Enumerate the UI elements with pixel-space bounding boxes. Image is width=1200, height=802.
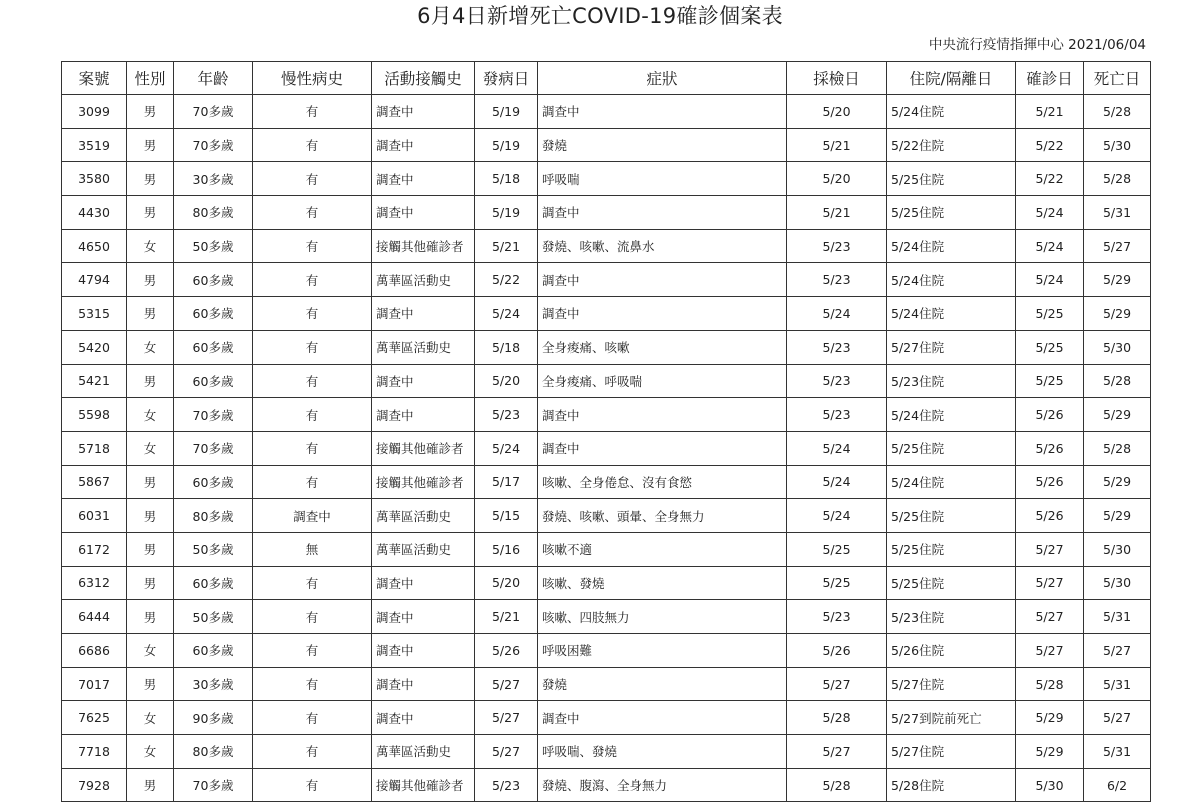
cell-hospitalization: 5/27住院	[887, 667, 1016, 701]
cell-age: 70多歲	[174, 398, 253, 432]
cell-case-number: 5718	[62, 431, 127, 465]
cell-hospitalization: 5/22住院	[887, 128, 1016, 162]
cell-case-number: 3580	[62, 162, 127, 196]
cell-confirm-date: 5/21	[1016, 95, 1084, 129]
cell-case-number: 5867	[62, 465, 127, 499]
cell-symptoms: 調查中	[538, 263, 787, 297]
cell-symptoms: 調查中	[538, 196, 787, 230]
cell-chronic-history: 有	[253, 128, 372, 162]
cell-chronic-history: 有	[253, 431, 372, 465]
cell-hospitalization: 5/24住院	[887, 465, 1016, 499]
cell-test-date: 5/23	[787, 229, 887, 263]
cell-case-number: 6312	[62, 566, 127, 600]
cell-onset-date: 5/27	[475, 735, 538, 769]
cell-chronic-history: 有	[253, 398, 372, 432]
table-row	[62, 532, 1151, 566]
cell-test-date: 5/25	[787, 532, 887, 566]
cell-hospitalization: 5/24住院	[887, 263, 1016, 297]
cell-death-date: 5/28	[1084, 431, 1151, 465]
cell-age: 60多歲	[174, 330, 253, 364]
cell-symptoms: 全身痠痛、咳嗽	[538, 330, 787, 364]
cell-onset-date: 5/17	[475, 465, 538, 499]
cell-death-date: 5/27	[1084, 634, 1151, 668]
cell-symptoms: 發燒、咳嗽、頭暈、全身無力	[538, 499, 787, 533]
cell-test-date: 5/23	[787, 364, 887, 398]
cell-gender: 男	[127, 667, 174, 701]
table-row	[62, 162, 1151, 196]
cell-onset-date: 5/18	[475, 330, 538, 364]
cell-death-date: 5/29	[1084, 499, 1151, 533]
cell-age: 60多歲	[174, 297, 253, 331]
page-title: 6月4日新增死亡COVID-19確診個案表	[417, 4, 783, 28]
cell-age: 30多歲	[174, 162, 253, 196]
cell-contact-history: 接觸其他確診者	[372, 465, 475, 499]
cell-chronic-history: 有	[253, 634, 372, 668]
cell-confirm-date: 5/22	[1016, 128, 1084, 162]
cell-hospitalization: 5/25住院	[887, 532, 1016, 566]
cell-hospitalization: 5/24住院	[887, 297, 1016, 331]
cell-contact-history: 接觸其他確診者	[372, 229, 475, 263]
cell-death-date: 5/31	[1084, 735, 1151, 769]
cell-onset-date: 5/24	[475, 431, 538, 465]
cell-death-date: 5/28	[1084, 162, 1151, 196]
case-table	[61, 61, 1151, 802]
cell-contact-history: 調查中	[372, 701, 475, 735]
cell-onset-date: 5/20	[475, 566, 538, 600]
cell-test-date: 5/24	[787, 297, 887, 331]
cell-gender: 男	[127, 768, 174, 802]
cell-confirm-date: 5/25	[1016, 297, 1084, 331]
cell-case-number: 3519	[62, 128, 127, 162]
cell-death-date: 6/2	[1084, 768, 1151, 802]
cell-contact-history: 調查中	[372, 364, 475, 398]
cell-chronic-history: 有	[253, 735, 372, 769]
table-row	[62, 499, 1151, 533]
cell-hospitalization: 5/27住院	[887, 330, 1016, 364]
cell-test-date: 5/26	[787, 634, 887, 668]
cell-contact-history: 萬華區活動史	[372, 735, 475, 769]
cell-case-number: 5598	[62, 398, 127, 432]
cell-age: 60多歲	[174, 634, 253, 668]
cell-confirm-date: 5/24	[1016, 196, 1084, 230]
cell-chronic-history: 有	[253, 196, 372, 230]
cell-age: 80多歲	[174, 499, 253, 533]
cell-symptoms: 咳嗽不適	[538, 532, 787, 566]
cell-case-number: 6686	[62, 634, 127, 668]
cell-confirm-date: 5/26	[1016, 465, 1084, 499]
cell-age: 60多歲	[174, 263, 253, 297]
cell-confirm-date: 5/22	[1016, 162, 1084, 196]
cell-onset-date: 5/26	[475, 634, 538, 668]
cell-test-date: 5/23	[787, 263, 887, 297]
cell-chronic-history: 有	[253, 263, 372, 297]
cell-symptoms: 發燒、腹瀉、全身無力	[538, 768, 787, 802]
cell-contact-history: 調查中	[372, 398, 475, 432]
cell-death-date: 5/30	[1084, 128, 1151, 162]
column-header-contact-history: 活動接觸史	[372, 62, 475, 95]
cell-test-date: 5/24	[787, 465, 887, 499]
cell-gender: 男	[127, 297, 174, 331]
cell-death-date: 5/30	[1084, 566, 1151, 600]
cell-test-date: 5/20	[787, 95, 887, 129]
column-header-test-date: 採檢日	[787, 62, 887, 95]
cell-symptoms: 發燒	[538, 667, 787, 701]
table-row	[62, 735, 1151, 769]
cell-case-number: 5421	[62, 364, 127, 398]
cell-contact-history: 調查中	[372, 196, 475, 230]
cell-death-date: 5/27	[1084, 701, 1151, 735]
cell-gender: 女	[127, 229, 174, 263]
cell-chronic-history: 有	[253, 162, 372, 196]
cell-confirm-date: 5/26	[1016, 499, 1084, 533]
cell-confirm-date: 5/28	[1016, 667, 1084, 701]
cell-symptoms: 咳嗽、全身倦怠、沒有食慾	[538, 465, 787, 499]
cell-age: 60多歲	[174, 465, 253, 499]
cell-gender: 男	[127, 263, 174, 297]
cell-gender: 女	[127, 634, 174, 668]
cell-hospitalization: 5/23住院	[887, 364, 1016, 398]
cell-contact-history: 萬華區活動史	[372, 263, 475, 297]
cell-death-date: 5/31	[1084, 667, 1151, 701]
cell-onset-date: 5/19	[475, 196, 538, 230]
cell-death-date: 5/27	[1084, 229, 1151, 263]
cell-case-number: 7718	[62, 735, 127, 769]
cell-onset-date: 5/20	[475, 364, 538, 398]
cell-gender: 女	[127, 431, 174, 465]
cell-age: 70多歲	[174, 431, 253, 465]
cell-hospitalization: 5/24住院	[887, 95, 1016, 129]
cell-death-date: 5/28	[1084, 95, 1151, 129]
cell-contact-history: 調查中	[372, 128, 475, 162]
cell-hospitalization: 5/25住院	[887, 196, 1016, 230]
cell-death-date: 5/29	[1084, 398, 1151, 432]
cell-death-date: 5/30	[1084, 532, 1151, 566]
cell-gender: 男	[127, 532, 174, 566]
cell-confirm-date: 5/24	[1016, 263, 1084, 297]
cell-hospitalization: 5/26住院	[887, 634, 1016, 668]
cell-onset-date: 5/23	[475, 768, 538, 802]
cell-age: 80多歲	[174, 735, 253, 769]
cell-hospitalization: 5/25住院	[887, 499, 1016, 533]
table-row	[62, 768, 1151, 802]
cell-contact-history: 調查中	[372, 297, 475, 331]
column-header-age: 年齡	[174, 62, 253, 95]
cell-hospitalization: 5/25住院	[887, 162, 1016, 196]
cell-gender: 女	[127, 701, 174, 735]
cell-case-number: 5315	[62, 297, 127, 331]
cell-case-number: 7928	[62, 768, 127, 802]
column-header-death-date: 死亡日	[1084, 62, 1151, 95]
cell-test-date: 5/23	[787, 330, 887, 364]
cell-chronic-history: 有	[253, 600, 372, 634]
cell-chronic-history: 有	[253, 330, 372, 364]
cell-case-number: 3099	[62, 95, 127, 129]
column-header-gender: 性別	[127, 62, 174, 95]
cell-test-date: 5/23	[787, 600, 887, 634]
cell-symptoms: 調查中	[538, 701, 787, 735]
cell-onset-date: 5/23	[475, 398, 538, 432]
cell-test-date: 5/23	[787, 398, 887, 432]
cell-case-number: 4650	[62, 229, 127, 263]
cell-age: 70多歲	[174, 95, 253, 129]
cell-chronic-history: 無	[253, 532, 372, 566]
cell-case-number: 6444	[62, 600, 127, 634]
cell-test-date: 5/24	[787, 499, 887, 533]
cell-gender: 男	[127, 196, 174, 230]
cell-case-number: 5420	[62, 330, 127, 364]
cell-gender: 男	[127, 95, 174, 129]
cell-confirm-date: 5/27	[1016, 566, 1084, 600]
cell-contact-history: 調查中	[372, 162, 475, 196]
cell-chronic-history: 有	[253, 768, 372, 802]
cell-contact-history: 調查中	[372, 95, 475, 129]
cell-chronic-history: 有	[253, 465, 372, 499]
cell-case-number: 6172	[62, 532, 127, 566]
cell-symptoms: 咳嗽、發燒	[538, 566, 787, 600]
cell-symptoms: 呼吸喘	[538, 162, 787, 196]
cell-hospitalization: 5/27住院	[887, 735, 1016, 769]
cell-chronic-history: 有	[253, 229, 372, 263]
cell-hospitalization: 5/25住院	[887, 431, 1016, 465]
cell-confirm-date: 5/29	[1016, 735, 1084, 769]
cell-onset-date: 5/18	[475, 162, 538, 196]
cell-contact-history: 萬華區活動史	[372, 532, 475, 566]
cell-confirm-date: 5/24	[1016, 229, 1084, 263]
table-row	[62, 431, 1151, 465]
cell-case-number: 6031	[62, 499, 127, 533]
cell-chronic-history: 有	[253, 701, 372, 735]
cell-symptoms: 調查中	[538, 398, 787, 432]
cell-gender: 男	[127, 499, 174, 533]
table-row	[62, 566, 1151, 600]
cell-gender: 女	[127, 330, 174, 364]
cell-gender: 男	[127, 364, 174, 398]
column-header-hospitalization: 住院/隔離日	[887, 62, 1016, 95]
table-row	[62, 297, 1151, 331]
cell-confirm-date: 5/27	[1016, 600, 1084, 634]
table-row	[62, 263, 1151, 297]
cell-test-date: 5/21	[787, 196, 887, 230]
cell-gender: 男	[127, 162, 174, 196]
cell-hospitalization: 5/24住院	[887, 229, 1016, 263]
cell-chronic-history: 調查中	[253, 499, 372, 533]
table-row	[62, 465, 1151, 499]
cell-symptoms: 調查中	[538, 95, 787, 129]
cell-onset-date: 5/19	[475, 128, 538, 162]
column-header-symptoms: 症狀	[538, 62, 787, 95]
cell-confirm-date: 5/30	[1016, 768, 1084, 802]
cell-age: 90多歲	[174, 701, 253, 735]
column-header-onset-date: 發病日	[475, 62, 538, 95]
header-row	[62, 62, 1151, 95]
cell-chronic-history: 有	[253, 364, 372, 398]
cell-case-number: 4430	[62, 196, 127, 230]
cell-test-date: 5/20	[787, 162, 887, 196]
cell-chronic-history: 有	[253, 667, 372, 701]
cell-death-date: 5/29	[1084, 263, 1151, 297]
cell-contact-history: 調查中	[372, 600, 475, 634]
cell-symptoms: 咳嗽、四肢無力	[538, 600, 787, 634]
cell-test-date: 5/27	[787, 735, 887, 769]
cell-age: 60多歲	[174, 566, 253, 600]
table-row	[62, 634, 1151, 668]
column-header-chronic-history: 慢性病史	[253, 62, 372, 95]
cell-onset-date: 5/21	[475, 600, 538, 634]
cell-age: 70多歲	[174, 768, 253, 802]
cell-contact-history: 萬華區活動史	[372, 499, 475, 533]
cell-onset-date: 5/27	[475, 701, 538, 735]
table-body	[62, 95, 1151, 802]
cell-symptoms: 調查中	[538, 297, 787, 331]
table-row	[62, 196, 1151, 230]
column-header-case-number: 案號	[62, 62, 127, 95]
cell-death-date: 5/31	[1084, 196, 1151, 230]
cell-death-date: 5/28	[1084, 364, 1151, 398]
cell-death-date: 5/31	[1084, 600, 1151, 634]
cell-confirm-date: 5/25	[1016, 330, 1084, 364]
cell-test-date: 5/21	[787, 128, 887, 162]
cell-case-number: 7625	[62, 701, 127, 735]
cell-symptoms: 呼吸困難	[538, 634, 787, 668]
cell-test-date: 5/25	[787, 566, 887, 600]
cell-onset-date: 5/21	[475, 229, 538, 263]
cell-symptoms: 發燒、咳嗽、流鼻水	[538, 229, 787, 263]
cell-onset-date: 5/22	[475, 263, 538, 297]
cell-confirm-date: 5/29	[1016, 701, 1084, 735]
cell-gender: 女	[127, 398, 174, 432]
agency-date: 中央流行疫情指揮中心 2021/06/04	[928, 37, 1146, 53]
cell-case-number: 7017	[62, 667, 127, 701]
cell-chronic-history: 有	[253, 95, 372, 129]
cell-gender: 男	[127, 465, 174, 499]
cell-gender: 男	[127, 128, 174, 162]
cell-gender: 男	[127, 600, 174, 634]
table-row	[62, 128, 1151, 162]
cell-age: 50多歲	[174, 532, 253, 566]
cell-symptoms: 全身痠痛、呼吸喘	[538, 364, 787, 398]
cell-hospitalization: 5/28住院	[887, 768, 1016, 802]
cell-chronic-history: 有	[253, 297, 372, 331]
table-row	[62, 330, 1151, 364]
cell-onset-date: 5/27	[475, 667, 538, 701]
cell-age: 80多歲	[174, 196, 253, 230]
table-row	[62, 667, 1151, 701]
cell-age: 50多歲	[174, 600, 253, 634]
cell-case-number: 4794	[62, 263, 127, 297]
cell-contact-history: 接觸其他確診者	[372, 768, 475, 802]
cell-contact-history: 調查中	[372, 634, 475, 668]
cell-age: 30多歲	[174, 667, 253, 701]
cell-contact-history: 接觸其他確診者	[372, 431, 475, 465]
cell-confirm-date: 5/26	[1016, 398, 1084, 432]
table-row	[62, 398, 1151, 432]
cell-contact-history: 萬華區活動史	[372, 330, 475, 364]
cell-contact-history: 調查中	[372, 566, 475, 600]
cell-confirm-date: 5/27	[1016, 532, 1084, 566]
cell-symptoms: 發燒	[538, 128, 787, 162]
cell-confirm-date: 5/27	[1016, 634, 1084, 668]
table-row	[62, 701, 1151, 735]
table-row	[62, 95, 1151, 129]
table-row	[62, 229, 1151, 263]
cell-test-date: 5/24	[787, 431, 887, 465]
cell-confirm-date: 5/25	[1016, 364, 1084, 398]
cell-hospitalization: 5/27到院前死亡	[887, 701, 1016, 735]
cell-symptoms: 調查中	[538, 431, 787, 465]
cell-hospitalization: 5/25住院	[887, 566, 1016, 600]
cell-gender: 男	[127, 566, 174, 600]
cell-contact-history: 調查中	[372, 667, 475, 701]
cell-confirm-date: 5/26	[1016, 431, 1084, 465]
cell-age: 60多歲	[174, 364, 253, 398]
table-header	[62, 62, 1151, 95]
cell-onset-date: 5/19	[475, 95, 538, 129]
cell-death-date: 5/30	[1084, 330, 1151, 364]
cell-age: 50多歲	[174, 229, 253, 263]
column-header-confirm-date: 確診日	[1016, 62, 1084, 95]
cell-hospitalization: 5/23住院	[887, 600, 1016, 634]
cell-gender: 女	[127, 735, 174, 769]
cell-death-date: 5/29	[1084, 465, 1151, 499]
table-row	[62, 364, 1151, 398]
cell-onset-date: 5/15	[475, 499, 538, 533]
cell-onset-date: 5/16	[475, 532, 538, 566]
cell-age: 70多歲	[174, 128, 253, 162]
cell-chronic-history: 有	[253, 566, 372, 600]
cell-hospitalization: 5/24住院	[887, 398, 1016, 432]
table-row	[62, 600, 1151, 634]
cell-test-date: 5/28	[787, 768, 887, 802]
cell-death-date: 5/29	[1084, 297, 1151, 331]
cell-symptoms: 呼吸喘、發燒	[538, 735, 787, 769]
cell-test-date: 5/27	[787, 667, 887, 701]
cell-onset-date: 5/24	[475, 297, 538, 331]
cell-test-date: 5/28	[787, 701, 887, 735]
